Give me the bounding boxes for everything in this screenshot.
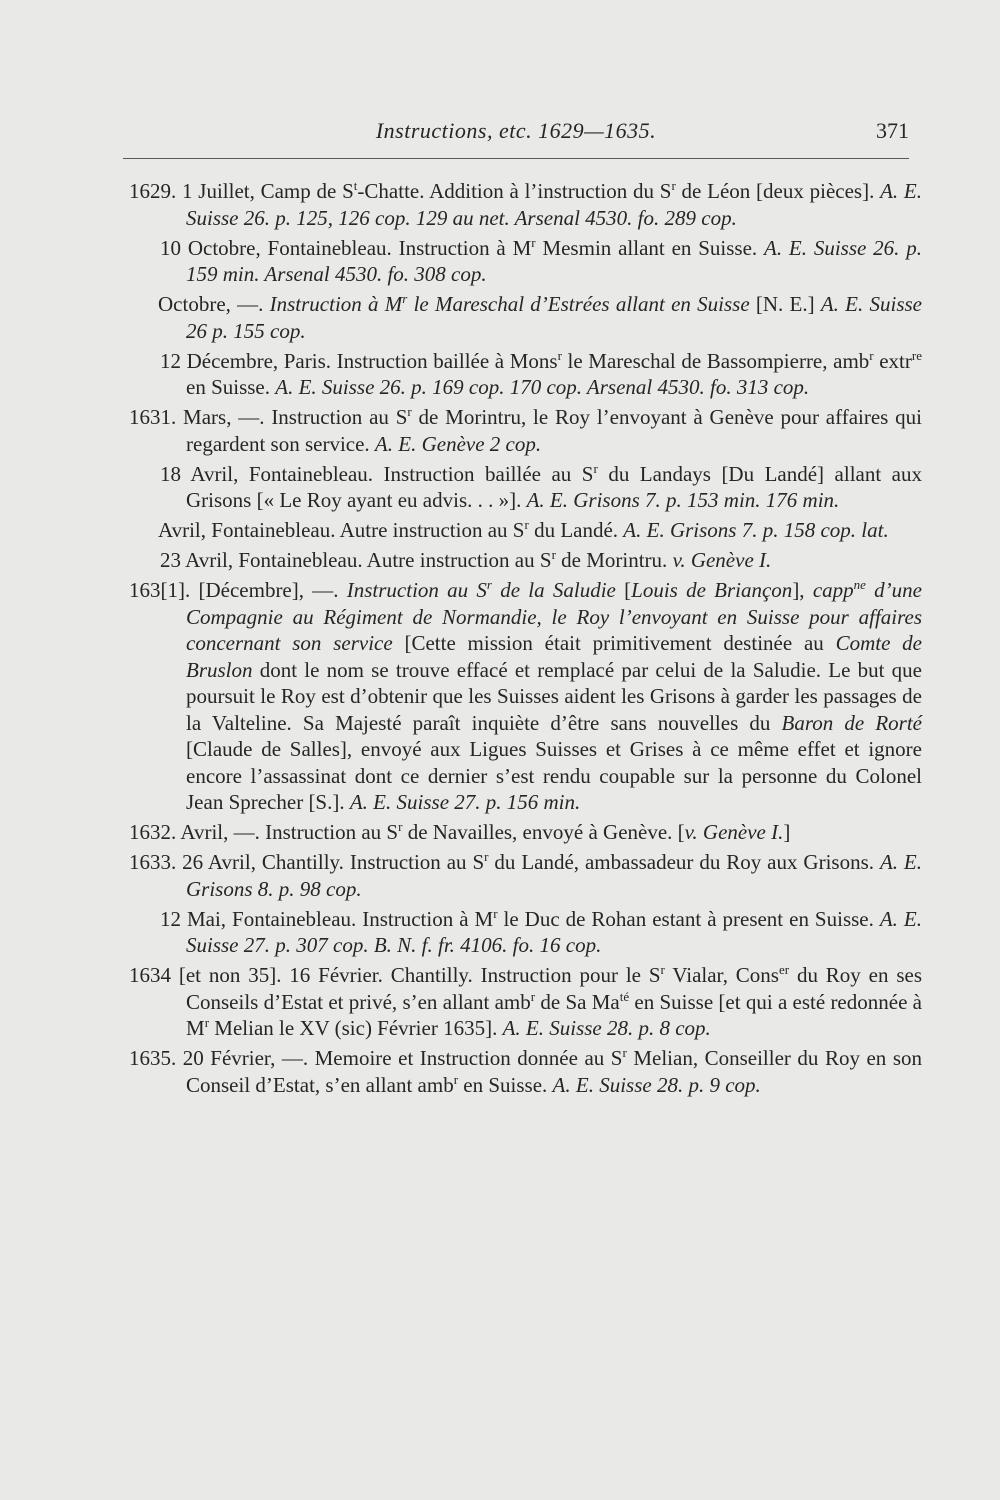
entry-text: Instruction à M bbox=[269, 292, 403, 316]
entry-text: -Chatte. Addition à l’instruction du S bbox=[357, 179, 672, 203]
superscript: r bbox=[869, 347, 874, 363]
entry-text: A. E. Grisons 7. p. 153 min. 176 min. bbox=[526, 488, 840, 512]
entry-text: en Suisse. bbox=[186, 375, 276, 399]
entry bbox=[0, 1045, 1000, 1098]
superscript: r bbox=[398, 819, 403, 834]
superscript: r bbox=[524, 517, 529, 532]
entry-text: du Landé. bbox=[528, 518, 624, 542]
entry-text: Instruction au S bbox=[346, 578, 487, 602]
entry-text: du Landé, ambassadeur du Roy aux Grisons. bbox=[488, 850, 880, 874]
entry-text: Comte de Bruslon bbox=[186, 631, 922, 682]
entry-text: de Navailles, envoyé à Genève. [ bbox=[402, 820, 685, 844]
superscript: r bbox=[593, 460, 598, 476]
entry-text: A. E. Suisse 27. p. 307 cop. B. N. f. fr. 4106. fo. 16 cop. bbox=[186, 906, 922, 957]
entry-text: extr bbox=[873, 348, 912, 373]
superscript: r bbox=[204, 1015, 210, 1030]
entry-text: de Morintru. bbox=[555, 548, 673, 572]
running-header bbox=[123, 118, 909, 159]
entry-text: [N. E.] bbox=[749, 292, 821, 316]
superscript: r bbox=[486, 577, 492, 592]
superscript: r bbox=[671, 178, 676, 193]
entry-text: A. E. Suisse 26. p. 125, 126 cop. 129 au net. Arsenal 4530. fo. 289 cop. bbox=[186, 179, 923, 230]
entry-text: A. E. Grisons 7. p. 158 cop. lat. bbox=[623, 518, 889, 542]
superscript: r bbox=[484, 849, 489, 864]
superscript: er bbox=[778, 962, 790, 977]
entry-text: 18 Avril, Fontainebleau. Instruction baillée au S bbox=[160, 461, 594, 486]
entry bbox=[0, 849, 1000, 902]
entry-text: en Suisse [et qui a esté redonnée à M bbox=[186, 989, 922, 1040]
superscript: r bbox=[660, 962, 665, 977]
entry-text: le Duc de Rohan estant à present en Suisse. bbox=[497, 906, 880, 931]
entry-text: 1633. 26 Avril, Chantilly. Instruction au S bbox=[129, 850, 485, 874]
entry-text: A. E. Suisse 26 p. 155 cop. bbox=[186, 292, 923, 343]
entry-text: [Claude de Salles], envoyé aux Ligues Suisses et Grises à ce même effet et ignore encore l’assassinat dont ce dernier s’est rendu coupable sur la personne du Colonel Jean Sprecher [S.]. bbox=[186, 737, 922, 814]
entry-text: de la Saludie bbox=[491, 578, 625, 602]
superscript: r bbox=[453, 1071, 459, 1087]
entry bbox=[0, 517, 1000, 544]
entry-text: 163[1]. [Décembre], —. bbox=[129, 578, 347, 602]
entry-text: A. E. Suisse 26. p. 169 cop. 170 cop. Arsenal 4530. fo. 313 cop. bbox=[275, 375, 810, 399]
entry-text: v. Genève I. bbox=[672, 548, 772, 572]
entry-text: du Landays [Du Landé] allant aux Grisons [« Le Roy ayant eu advis. . . »]. bbox=[186, 461, 923, 512]
entry-text: A. E. Suisse 27. p. 156 min. bbox=[349, 790, 581, 814]
entry bbox=[0, 577, 1000, 816]
entry-text: en Suisse. bbox=[458, 1072, 553, 1097]
entry bbox=[0, 547, 1000, 574]
entry-text: capp bbox=[812, 578, 854, 602]
entry bbox=[0, 962, 1000, 1042]
entry bbox=[0, 819, 1000, 846]
entry-text: d’une Compagnie au Régiment de Normandie, le Roy l’envoyant en Suisse pour affaires concernant son service bbox=[186, 578, 922, 655]
entry-text: [Cette mission était primitivement destinée au bbox=[392, 631, 836, 655]
entry-text: le Mareschal d’Estrées allant en Suisse bbox=[407, 292, 750, 316]
superscript: r bbox=[531, 234, 536, 250]
entry-text: de Morintru, le Roy l’envoyant à Genève pour affaires qui regardent son service. bbox=[186, 405, 922, 456]
superscript: r bbox=[402, 291, 408, 306]
entry-list bbox=[0, 178, 1000, 1102]
entry-text: Melian, Conseiller du Roy en son Conseil d’Estat, s’en allant amb bbox=[186, 1046, 922, 1097]
superscript: té bbox=[619, 988, 630, 1004]
superscript: ne bbox=[853, 577, 866, 592]
entry-text: 10 Octobre, Fontainebleau. Instruction à M bbox=[160, 235, 532, 260]
entry-text: dont le nom se trouve effacé et remplacé par celui de la Saludie. Le but que poursuit le Roy est d’obtenir que les Suisses aident les Grisons à garder les passages de la Valteline. Sa Majesté paraît inquiète d’être sans nouvelles du bbox=[186, 657, 922, 735]
entry-text: 1634 [et non 35]. 16 Février. Chantilly. Instruction pour le S bbox=[129, 963, 661, 987]
superscript: t bbox=[353, 178, 358, 193]
entry-text: Vialar, Cons bbox=[664, 963, 779, 987]
entry-text: Baron de Rorté bbox=[781, 710, 922, 735]
superscript: re bbox=[911, 347, 922, 363]
entry bbox=[0, 906, 1000, 959]
superscript: r bbox=[557, 347, 562, 363]
entry bbox=[0, 461, 1000, 514]
entry-text: A. E. Suisse 28. p. 8 cop. bbox=[502, 1016, 711, 1040]
superscript: r bbox=[407, 404, 412, 419]
superscript: r bbox=[493, 905, 498, 921]
entry-text: 1629. 1 Juillet, Camp de S bbox=[129, 179, 354, 203]
superscript: r bbox=[530, 988, 536, 1004]
entry-text: 1631. Mars, —. Instruction au S bbox=[129, 405, 408, 429]
entry-text: le Mareschal de Bassompierre, amb bbox=[561, 348, 870, 373]
entry-text: 1635. 20 Février, —. Memoire et Instruction donnée au S bbox=[129, 1046, 623, 1070]
entry-text: A. E. Grisons 8. p. 98 cop. bbox=[186, 850, 923, 901]
entry-text: ] bbox=[783, 820, 791, 844]
entry bbox=[0, 291, 1000, 344]
page-number: 371 bbox=[876, 118, 909, 143]
entry bbox=[0, 235, 1000, 288]
entry-text: Louis de Briançon bbox=[631, 578, 793, 602]
entry-text: 1632. Avril, —. Instruction au S bbox=[129, 820, 399, 844]
entry-text: 12 Décembre, Paris. Instruction baillée à Mons bbox=[160, 348, 558, 373]
entry-text: du Roy en ses Conseils d’Estat et privé, s’en allant amb bbox=[186, 963, 922, 1014]
entry-text: A. E. Suisse 26. p. 159 min. Arsenal 4530. fo. 308 cop. bbox=[186, 235, 923, 286]
entry-text: Octobre, —. bbox=[158, 292, 270, 316]
superscript: r bbox=[622, 1045, 627, 1060]
entry-text: Melian le XV (sic) Février 1635]. bbox=[209, 1016, 503, 1040]
entry-text: 23 Avril, Fontainebleau. Autre instruction au S bbox=[160, 548, 552, 572]
running-title: Instructions, etc. 1629—1635. bbox=[375, 118, 657, 143]
superscript: r bbox=[551, 547, 556, 562]
entry-text: v. Genève I. bbox=[684, 820, 784, 844]
entry-text: 12 Mai, Fontainebleau. Instruction à M bbox=[160, 906, 494, 931]
entry-text: ], bbox=[792, 578, 813, 602]
entry-text: A. E. Genève 2 cop. bbox=[374, 431, 542, 456]
entry bbox=[0, 178, 1000, 231]
entry-text: de Sa Ma bbox=[535, 989, 620, 1014]
entry-text: de Léon [deux pièces]. bbox=[675, 179, 881, 203]
entry bbox=[0, 348, 1000, 401]
entry-text: [ bbox=[624, 578, 632, 602]
entry-text: A. E. Suisse 28. p. 9 cop. bbox=[552, 1072, 761, 1097]
entry bbox=[0, 404, 1000, 457]
entry-text: Avril, Fontainebleau. Autre instruction au S bbox=[158, 518, 525, 542]
entry-text: Mesmin allant en Suisse. bbox=[535, 235, 765, 260]
